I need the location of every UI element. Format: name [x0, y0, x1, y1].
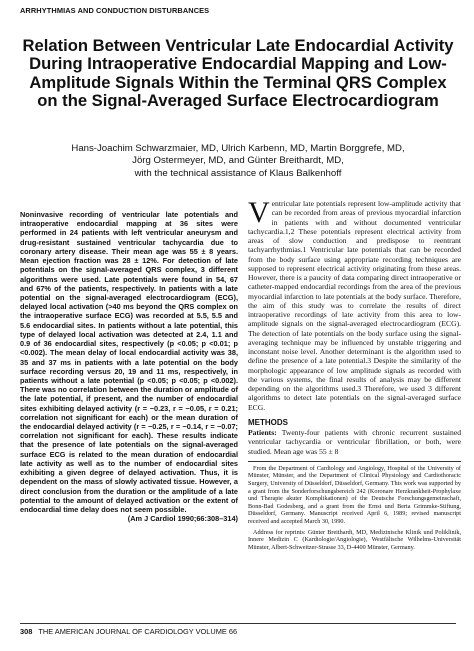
footnote-divider — [248, 461, 461, 462]
body-column — [248, 196, 461, 551]
drop-cap: V — [248, 196, 270, 229]
article-title: Relation Between Ventricular Late Endocardial Activity During Intraoperative Endocardial Mapping and Low-Amplitude Signals Within the Terminal QRS Complex on the Signal-Averaged Surface Electrocardiogram — [22, 36, 454, 110]
abstract — [20, 210, 238, 523]
abstract-text: Noninvasive recording of ventricular late potentials and intraoperative endocardial mapping at 36 sites were performed in 24 patients with left ventricular aneurysm and drug-resistant sustained ventricular tachycardia due to coronary artery disease. Their mean age was 55 ± 8 years. Mean ejection fraction was 28 ± 12%. For detection of late potentials on the signal-averaged QRS complex, 3 different algorithms were used. Late potentials were found in 54, 67 and 67% of the patients, respectively. In patients with a late potential on the signal-averaged electrocardiogram (ECG), delayed local activation (>40 ms beyond the QRS complex on the intraoperative surface ECG) was recorded at 5.5, 5.5 and 5.6 endocardial sites. In patients without a late potential, this type of delayed local activation was detected at 2.4, 1.1 and 0.9 of 36 endocardial sites, respectively (p <0.05; p <0.01; p <0.002). The mean delay of local endocardial activity was 38, 35 and 37 ms in patients with a late potential on the body surface recording versus 20, 19 and 11 ms, respectively, in patients without a late potential (p <0.05; p <0.05; p <0.002). There was no correlation between the duration or amplitude of the late potential, if present, and the number of endocardial sites exhibiting delayed activity (r = −0.23, r = −0.05, r = 0.21; correlation not significant for each) or the mean duration of the endocardial delayed activity (r = −0.25, r = −0.14, r = −0.07; correlation not significant for each). These results indicate that the presence of late potentials on the signal-averaged surface ECG is related to the mean duration of endocardial late activity as well as to the number of endocardial sites exhibiting a given degree of delayed activation. Thus, it is dependent on the mass of slowly activated tissue. However, a direct conclusion from the duration or the amplitude of a late potential to the amount of delayed activation or the extent of endocardial time delay does not seem possible. — [20, 210, 238, 514]
patients-paragraph — [248, 428, 461, 456]
patients-label: Patients: — [248, 428, 277, 437]
reprints-footnote: Address for reprints: Günter Breithardt, MD, Medizinische Klinik und Poliklinik, Innere Medizin C (Kardiologie/Angiologie), Westfälische Wilhelms-Universität Münster, Albert-Schweitzer-Strasse 33, D-4400 Münster, Germany. — [248, 528, 461, 551]
journal-citation: (Am J Cardiol 1990;66:308–314) — [127, 514, 238, 524]
introduction-text: entricular late potentials represent low-amplitude activity that can be recorded from areas of previous myocardial infarction in patients with and without documented ventricular tachycardia.1,2 These potentials represent electrical activity from areas of slow conduction and predispose to reentrant tachyarrhythmias.1 Ventricular late potentials that can be recorded from the body surface using appropriate recording techniques are supposed to represent electrical activity originating from these areas. However, there is a paucity of data comparing direct intraoperative or catheter-mapped endocardial recordings from the area of the previous myocardial infarction to late potentials at the body surface. Therefore, the aim of this study was to correlate the results of direct intraoperative recordings of late activity from this area to low-amplitude signals on the signal-averaged electrocardiogram (ECG). The detection of late potentials on the body surface using the signal-averaging technique may be influenced by unstable triggering and inconstant noise level. Another determinant is the algorithm used to define the presence of a late potential.3 Despite the similarity of the morphologic appearance of low amplitude signals as recorded with the various systems, the final results of analysis may be different depending on the algorithms used.3 Therefore, we used 3 different algorithms to detect late potentials on the signal-averaged surface ECG. — [248, 199, 461, 412]
journal-running-title: THE AMERICAN JOURNAL OF CARDIOLOGY VOLUME 66 — [38, 627, 238, 636]
author-list — [20, 143, 456, 180]
page-number: 308 — [20, 627, 33, 636]
affiliation-footnote: From the Department of Cardiology and Angiology, Hospital of the University of Münster, Münster, and the Department of Clinical Physiology and Cardiothoracic Surgery, University of Düsseldorf, Düsseldorf, Germany. This work was supported by a grant from the Sonderforschungsbereich 242 (Koronare Herzkrankheit-Prophylaxe und Therapie akuter Komplikationen) of the Deutsche Forschungsgemeinschaft, Bonn-Bad Godesberg, and a grant from the Ernst und Berta Grimmke-Stiftung, Düsseldorf, Germany. Manuscript received April 6, 1989; revised manuscript received and accepted March 30, 1990. — [248, 464, 461, 525]
introduction-paragraph — [248, 196, 461, 412]
authors-line-2: Jörg Ostermeyer, MD, and Günter Breithardt, MD, — [132, 155, 344, 167]
section-label: ARRHYTHMIAS AND CONDUCTION DISTURBANCES — [20, 6, 210, 15]
methods-heading: METHODS — [248, 417, 288, 427]
page-footer — [20, 623, 456, 636]
patients-text: Twenty-four patients with chronic recurrent sustained ventricular tachycardia or ventricular fibrillation, or both, were studied. Mean age was 55 ± 8 — [248, 428, 461, 456]
technical-assistance-line: with the technical assistance of Klaus Balkenhoff — [134, 167, 342, 179]
authors-line-1: Hans-Joachim Schwarzmaier, MD, Ulrich Karbenn, MD, Martin Borggrefe, MD, — [71, 143, 405, 154]
